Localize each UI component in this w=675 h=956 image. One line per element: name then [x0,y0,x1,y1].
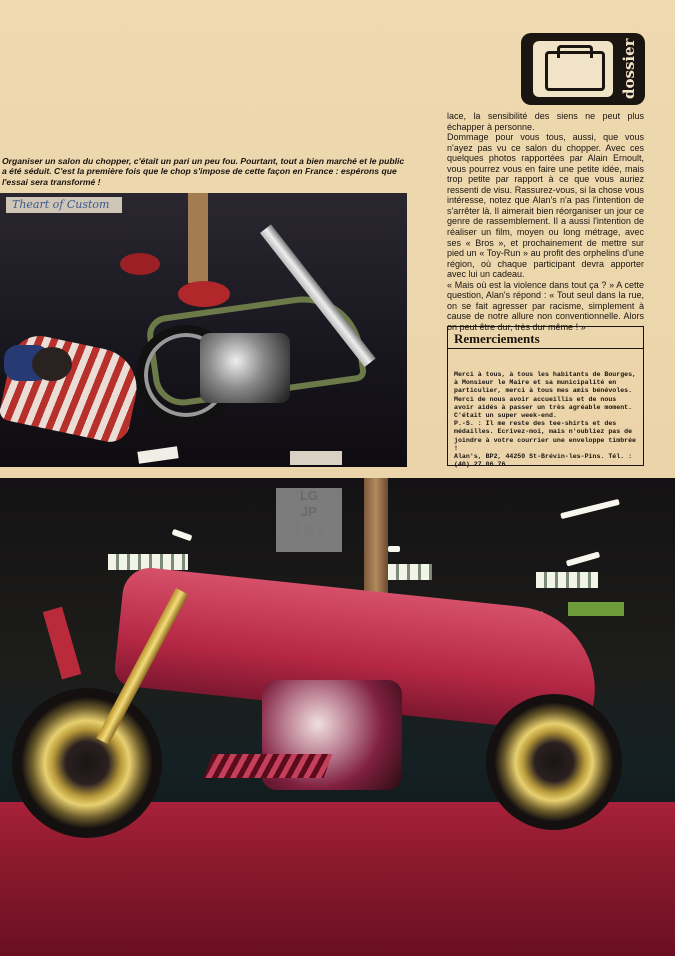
wooden-post [188,193,208,283]
article-column [447,111,644,332]
ceiling-lamp [388,546,400,552]
watermark-line: JP [301,504,317,519]
person-head [32,347,72,381]
logo-window [533,41,613,97]
column-paragraph: lace, la sensibilité des siens ne peut plus échapper à personne. [447,111,644,132]
bike-plate [290,451,342,465]
thanks-box [447,326,644,469]
thanks-paragraph: Merci à tous, à tous les habitants de Bourges, à Monsieur le Maire et sa municipalité en particulier, merci à tous mes amis bénévoles. Merci de nous avoir accueillis et de nous avoir aidés à passer un très agréable moment. C'était un super week-end. [454,371,637,420]
column-paragraph: « Mais où est la violence dans tout ça ? » A cette question, Alan's répond : « Tout seul dans la rue, on se fait agresser par racisme, simplement à cause de notre allure non conventionnelle. Alors on peut être dur, très dur même ! » [447,279,644,332]
rear-wheel [486,694,622,830]
thanks-address: Alan's, BP2, 44250 St-Brévin-les-Pins. Tél. : (40) 27.06.76. [454,453,633,469]
ceiling-lamp [560,499,620,519]
logo-text: dossier [620,38,638,99]
bag-icon [545,51,605,91]
watermark-line: HD [294,520,324,542]
ceiling-lamp [172,529,193,541]
red-helmet [178,281,230,307]
exhaust-pipes [204,754,333,778]
green-sign [568,602,624,616]
polishing-cloth [137,446,178,463]
red-stand [43,607,82,680]
ceiling-lamp [566,551,600,566]
hall-window [536,572,598,588]
thanks-title: Remerciements [448,327,643,349]
column-paragraph: Dommage pour vous tous, aussi, que vous n'ayez pas vu ce salon du chopper. Avec ces quelques photos rapportées par Alain Ernoult, vous pourrez vous en faire une petite idée, mais trop petite par rapport à ce que vous auriez ressenti de visu. Rassurez-vous, si la chose vous intéresse, notez que Alan's n'a pas l'intention de s'arrêter là. Il aimerait bien réorganiser un jour ce genre de rassemblement. Il a aussi l'intention de réaliser un film, moyen ou long métrage, avec ses « Bros », et prochainement de mettre sur pied un « Toy-Run » au profit des orphelins d'une région, où chaque participant devra apporter avec lui un cadeau. [447,132,644,280]
watermark [276,488,342,552]
dossier-logo [521,33,645,105]
watermark-line: LG [299,488,319,503]
front-wheel [12,688,162,838]
photo-banner: Theart of Custom [6,197,122,213]
intro-caption: Organiser un salon du chopper, c'était un pari un peu fou. Pourtant, tout a bien marché et le public a été séduit. C'est la première fois que le chop s'impose de cette façon en France : espérons que l'essai sera transformé ! [2,156,405,187]
thanks-postscript: P.-S. : Il me reste des tee-shirts et des médailles. Ecrivez-moi, mais n'oubliez pas de joindre à votre courrier une enveloppe timbrée ! [454,420,637,452]
thanks-body [454,371,639,469]
photo-salon-chopper [0,193,407,467]
bike-engine [200,333,290,403]
red-tank [120,253,160,275]
hall-window [388,564,432,580]
